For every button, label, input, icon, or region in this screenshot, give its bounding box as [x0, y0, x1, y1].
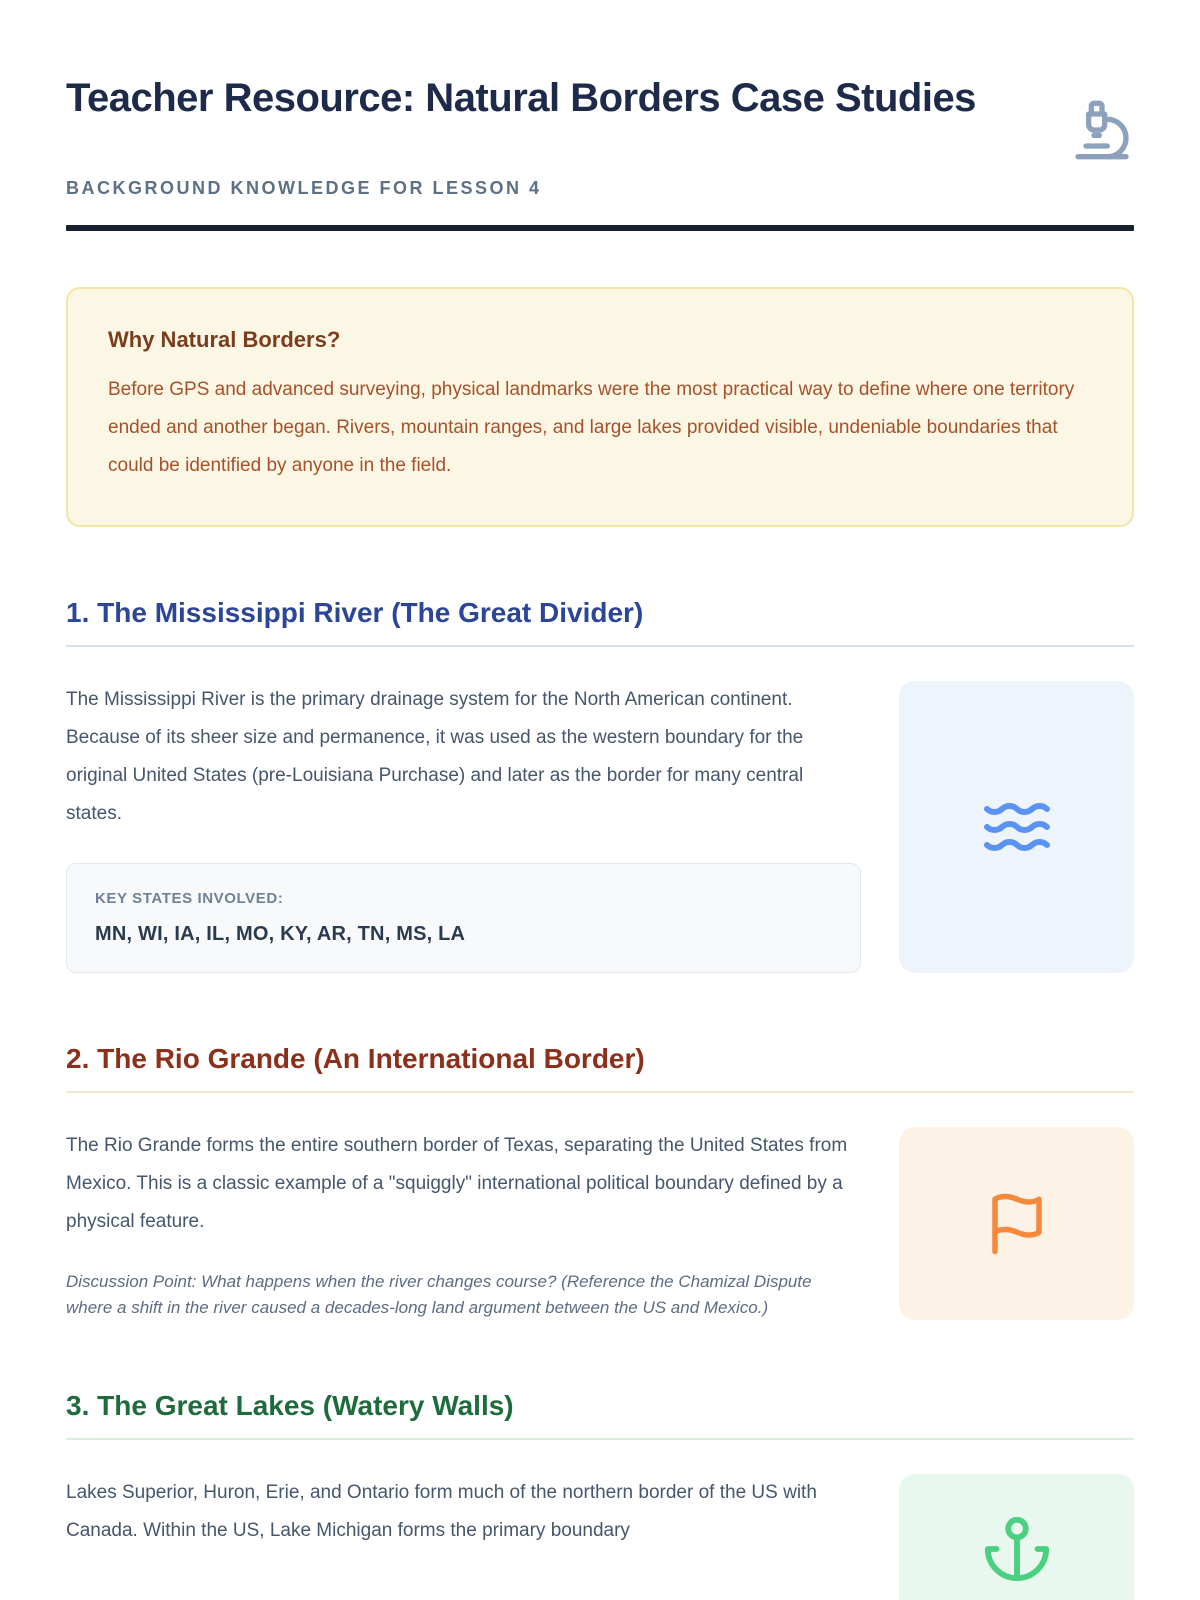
- section-paragraph: The Mississippi River is the primary drainage system for the North American continent. Because of its sheer size and permanence, it was used as the western boundary for the original United States (pre-Louisiana Purchase) and later as the border for many central states.: [66, 689, 804, 824]
- section-heading: 2. The Rio Grande (An International Border): [66, 1043, 1134, 1093]
- section-paragraph: The Rio Grande forms the entire southern border of Texas, separating the United States from Mexico. This is a classic example of a "squiggly" international political boundary defined by a physical feature.: [66, 1135, 848, 1232]
- section-icon-card: [899, 1474, 1134, 1600]
- header-divider: [66, 225, 1134, 231]
- section-body: [66, 1474, 1134, 1600]
- section-icon-card: [899, 681, 1134, 973]
- key-states-label: KEY STATES INVOLVED:: [95, 890, 284, 907]
- section-body: [66, 1127, 1134, 1320]
- section-text-column: [66, 1474, 861, 1600]
- why-natural-borders-callout: [66, 287, 1134, 527]
- flag-icon: [984, 1191, 1050, 1257]
- section-great-lakes: [66, 1390, 1134, 1600]
- page-title: Teacher Resource: Natural Borders Case Studies: [66, 76, 976, 120]
- page-subtitle: BACKGROUND KNOWLEDGE FOR LESSON 4: [66, 178, 542, 198]
- section-text-column: [66, 681, 861, 973]
- key-states-box: [66, 863, 861, 973]
- section-icon-card: [899, 1127, 1134, 1320]
- section-paragraph: Lakes Superior, Huron, Erie, and Ontario form much of the northern border of the US with Canada. Within the US, Lake Michigan forms the primary boundary: [66, 1482, 817, 1541]
- section-body: [66, 681, 1134, 973]
- section-heading: 1. The Mississippi River (The Great Divider): [66, 597, 1134, 647]
- callout-body: Before GPS and advanced surveying, physical landmarks were the most practical way to define where one territory ended and another began. Rivers, mountain ranges, and large lakes provided visible, undeniable boundaries that could be identified by anyone in the field.: [108, 379, 1075, 476]
- waves-icon: [981, 791, 1053, 863]
- callout-title: Why Natural Borders?: [108, 327, 341, 352]
- section-rio-grande: [66, 1043, 1134, 1320]
- microscope-icon: [1064, 98, 1134, 162]
- discussion-point-note: Discussion Point: What happens when the river changes course? (Reference the Chamizal Dispute where a shift in the river caused a decades-long land argument between the US and Mexico.): [66, 1272, 812, 1317]
- header: [66, 70, 1134, 162]
- key-states-value: MN, WI, IA, IL, MO, KY, AR, TN, MS, LA: [95, 923, 466, 945]
- section-text-column: [66, 1127, 861, 1320]
- section-heading: 3. The Great Lakes (Watery Walls): [66, 1390, 1134, 1440]
- anchor-icon: [982, 1514, 1052, 1584]
- section-mississippi-river: [66, 597, 1134, 973]
